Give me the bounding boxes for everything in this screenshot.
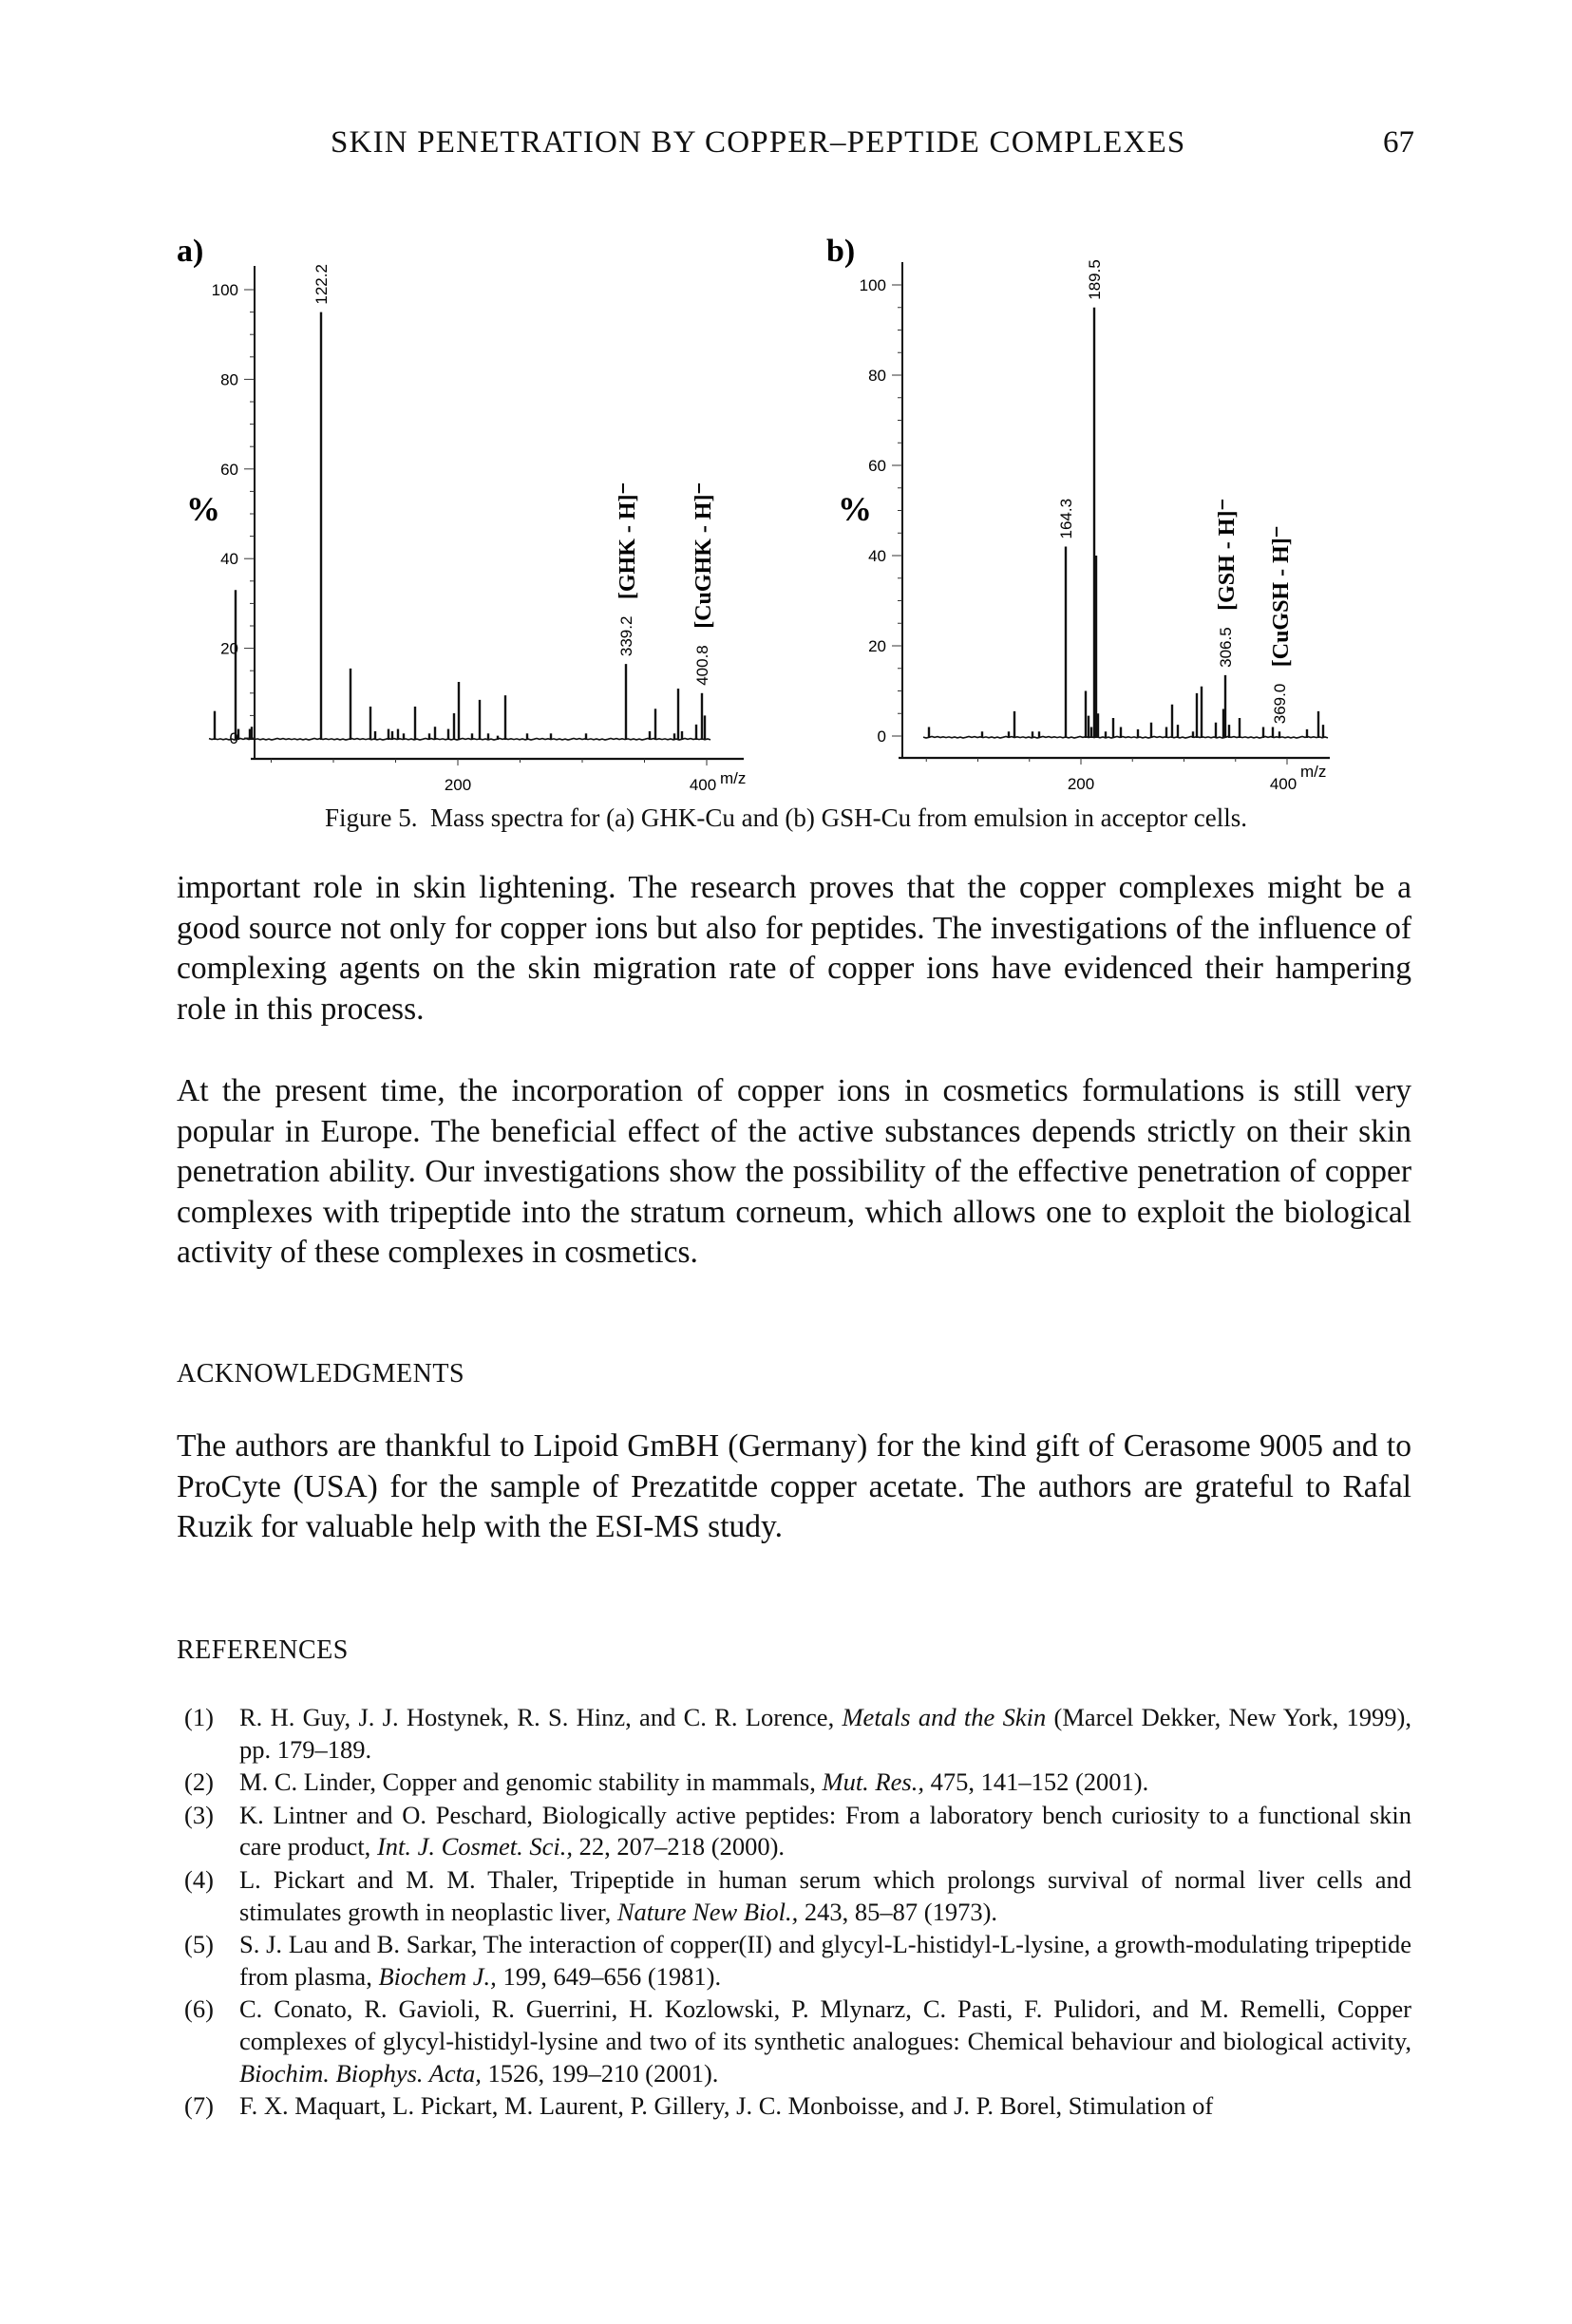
running-head: SKIN PENETRATION BY COPPER–PEPTIDE COMPLEXES [331,125,1186,160]
reference-number: (2) [184,1767,214,1797]
mass-spectra-chart [0,0,1572,807]
x-tick-label: 400 [1269,775,1297,793]
x-tick-label: 200 [444,776,472,794]
reference-number: (4) [184,1864,214,1894]
peak-mz-label: 369.0 [1271,683,1289,725]
reference-number: (6) [184,1994,214,2024]
reference-text: F. X. Maquart, L. Pickart, M. Laurent, P. Gillery, J. C. Monboisse, and J. P. Borel, Stimulation of [239,2091,1214,2121]
y-tick-label: 40 [868,547,886,565]
reference-number: (5) [184,1930,214,1959]
reference-item [177,1864,1411,1928]
y-tick-label: 100 [211,281,238,299]
y-tick-label: 20 [868,637,886,655]
reference-number: (3) [184,1800,214,1829]
reference-text: S. J. Lau and B. Sarkar, The interaction of copper(II) and glycyl-L-histidyl-L-lysine, a growth-modulating tripeptide from plasma, Biochem J., 199, 649–656 (1981). [239,1930,1411,1991]
peak-mz-label: 189.5 [1086,259,1104,300]
y-tick-label: 40 [220,550,238,569]
reference-text: K. Lintner and O. Peschard, Biologically active peptides: From a laboratory bench curiosity to a functional skin care product, Int. J. Cosmet. Sci., 22, 207–218 (2000). [239,1800,1411,1861]
reference-item [177,1702,1411,1766]
figure-caption-label: Figure 5. [324,803,418,832]
reference-text: L. Pickart and M. M. Thaler, Tripeptide in human serum which prolongs survival of normal liver cells and stimulates growth in neoplastic liver, Nature New Biol., 243, 85–87 (1973). [239,1864,1411,1926]
figure-5 [0,0,1572,807]
peak-mz-label: 400.8 [693,645,711,686]
peak-mz-label: 164.3 [1057,498,1075,539]
peak-mz-label: 122.2 [313,264,331,305]
ion-assignment-label: [CuGHK - H]⁻ [691,482,716,629]
x-axis-label: m/z [720,769,747,787]
reference-item [177,2090,1411,2123]
reference-text: C. Conato, R. Gavioli, R. Guerrini, H. Kozlowski, P. Mlynarz, C. Pasti, F. Pulidori, and M. Remelli, Copper complexes of glycyl-histidyl-lysine and two of its synthetic analogues: Chemical behaviour and biological activity, Biochim. Biophys. Acta, 1526, 199–210 (2001). [239,1994,1411,2088]
paragraph-text: The authors are thankful to Lipoid GmBH (Germany) for the kind gift of Cerasome 9005 and to ProCyte (USA) for the sample of Prezatitde copper acetate. The authors are grateful to Rafal Ruzik for valuable help with the ESI-MS study. [177,1428,1411,1545]
reference-item [177,1767,1411,1799]
reference-item [177,1929,1411,1993]
ion-assignment-label: [GHK - H]⁻ [616,482,640,600]
y-axis-label: % [838,490,872,528]
references-list [177,1702,1411,2124]
body-paragraph-2 [177,1071,1411,1274]
y-axis-label: % [186,490,220,528]
panel-label: a) [177,234,204,269]
x-tick-label: 200 [1067,775,1095,793]
x-axis-label: m/z [1300,763,1327,781]
page-number: 67 [1383,125,1414,160]
y-tick-label: 80 [220,370,238,389]
y-tick-label: 100 [859,276,886,294]
paragraph-text: At the present time, the incorporation of copper ions in cosmetics formulations is still very popular in Europe. The beneficial effect of the active substances depends strictly on their skin penetration ability. Our investigations show the possibility of the effective penetration of copper complexes with tripeptide into the stratum corneum, which allows one to exploit the biological activity of these complexes in cosmetics. [177,1073,1411,1271]
peak-mz-label: 339.2 [617,615,635,657]
reference-item [177,1800,1411,1863]
figure-caption-text: Mass spectra for (a) GHK-Cu and (b) GSH-Cu from emulsion in acceptor cells. [429,803,1248,832]
spectrum-baseline [923,737,1328,739]
panel-label: b) [826,234,856,269]
reference-text: M. C. Linder, Copper and genomic stability in mammals, Mut. Res., 475, 141–152 (2001). [239,1767,1149,1797]
reference-item [177,1993,1411,2089]
acknowledgments-text [177,1427,1411,1548]
peak-mz-label: 306.5 [1217,627,1235,668]
y-tick-label: 20 [220,639,238,658]
ion-assignment-label: [GSH - H]⁻ [1215,498,1240,611]
x-tick-label: 400 [689,776,717,794]
y-tick-label: 0 [229,729,238,747]
y-tick-label: 0 [877,727,886,746]
figure-caption [0,803,1572,833]
paragraph-text: important role in skin lightening. The research proves that the copper complexes might be a good source not only for copper ions but also for peptides. The investigations of the influence of complexing agents on the skin migration rate of copper ions have evidenced their hampering role in this process. [177,870,1411,1027]
references-heading: REFERENCES [177,1635,349,1665]
reference-number: (1) [184,1703,214,1731]
y-tick-label: 80 [868,367,886,385]
acknowledgments-heading: ACKNOWLEDGMENTS [177,1359,465,1389]
body-paragraph-1 [177,868,1411,1030]
y-tick-label: 60 [220,460,238,479]
ion-assignment-label: [CuGSH - H]⁻ [1269,525,1294,668]
reference-number: (7) [184,2091,214,2121]
y-tick-label: 60 [868,457,886,475]
reference-text: R. H. Guy, J. J. Hostynek, R. S. Hinz, and C. R. Lorence, Metals and the Skin (Marcel Dekker, New York, 1999), pp. 179–189. [239,1703,1411,1764]
